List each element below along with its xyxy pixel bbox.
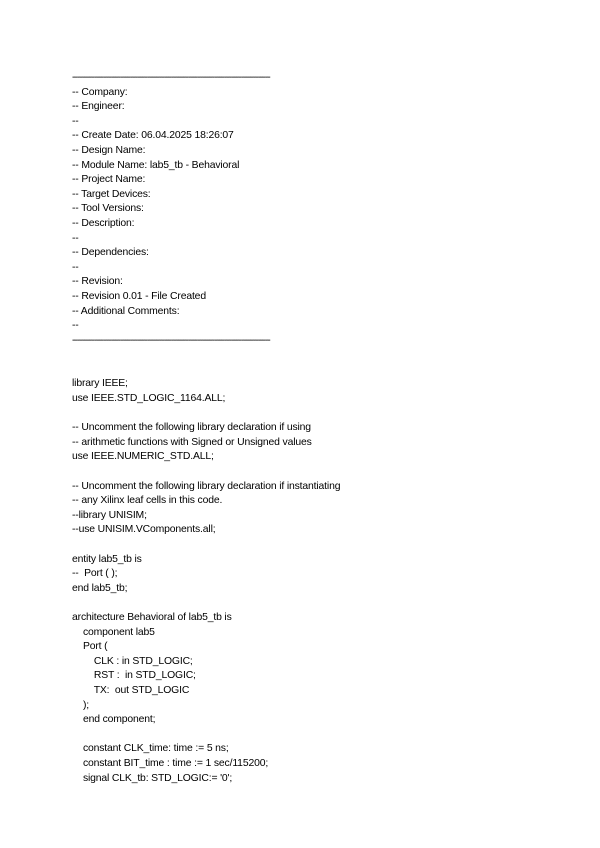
code-line: library IEEE; <box>72 378 128 390</box>
comment-rule-line: ---------------------------------------------------------------------------------- <box>72 334 270 346</box>
code-line: -- Engineer: <box>72 101 125 113</box>
code-line: TX: out STD_LOGIC <box>72 684 190 696</box>
code-line: -- arithmetic functions with Signed or Unsigned values <box>72 436 312 448</box>
code-line: entity lab5_tb is <box>72 553 142 565</box>
code-line: -- Description: <box>72 217 135 229</box>
code-line: -- Project Name: <box>72 174 146 186</box>
code-line: component lab5 <box>72 626 155 638</box>
code-line: constant CLK_time: time := 5 ns; <box>72 743 229 755</box>
code-line: architecture Behavioral of lab5_tb is <box>72 611 232 623</box>
code-line: use IEEE.NUMERIC_STD.ALL; <box>72 451 214 463</box>
code-line: -- Revision 0.01 - File Created <box>72 290 206 302</box>
code-line: ); <box>72 699 89 711</box>
blank-line <box>72 538 572 553</box>
code-line: -- Target Devices: <box>72 188 151 200</box>
code-line: -- Design Name: <box>72 144 146 156</box>
code-line: -- <box>72 115 79 127</box>
code-line: -- Dependencies: <box>72 247 149 259</box>
blank-line <box>72 407 572 422</box>
code-line: -- Uncomment the following library declaration if using <box>72 422 311 434</box>
code-line: CLK : in STD_LOGIC; <box>72 655 193 667</box>
code-line: use IEEE.STD_LOGIC_1164.ALL; <box>72 393 226 405</box>
code-line: -- <box>72 232 79 244</box>
comment-rule-line: ---------------------------------------------------------------------------------- <box>72 72 270 83</box>
code-line: -- Create Date: 06.04.2025 18:26:07 <box>72 130 234 142</box>
code-line: -- Revision: <box>72 276 123 288</box>
code-line: -- <box>72 320 79 332</box>
code-line: --use UNISIM.VComponents.all; <box>72 524 216 536</box>
blank-line <box>72 728 572 743</box>
code-line: -- any Xilinx leaf cells in this code. <box>72 495 223 507</box>
code-line: -- <box>72 261 79 273</box>
code-line: end lab5_tb; <box>72 582 128 594</box>
code-line: -- Module Name: lab5_tb - Behavioral <box>72 159 240 171</box>
code-line: -- Tool Versions: <box>72 203 144 215</box>
blank-line <box>72 363 572 378</box>
code-line: constant BIT_time : time := 1 sec/115200; <box>72 757 269 769</box>
code-line: signal CLK_tb: STD_LOGIC:= '0'; <box>72 772 233 784</box>
code-line: -- Port ( ); <box>72 568 118 580</box>
blank-line <box>72 348 572 363</box>
vhdl-source-text <box>72 71 572 786</box>
code-line: end component; <box>72 714 156 726</box>
blank-line <box>72 596 572 611</box>
code-line: -- Company: <box>72 86 128 98</box>
code-line: Port ( <box>72 641 108 653</box>
code-line: --library UNISIM; <box>72 509 147 521</box>
code-line: -- Uncomment the following library declaration if instantiating <box>72 480 341 492</box>
code-line: RST : in STD_LOGIC; <box>72 670 196 682</box>
blank-line <box>72 465 572 480</box>
code-line: -- Additional Comments: <box>72 305 180 317</box>
